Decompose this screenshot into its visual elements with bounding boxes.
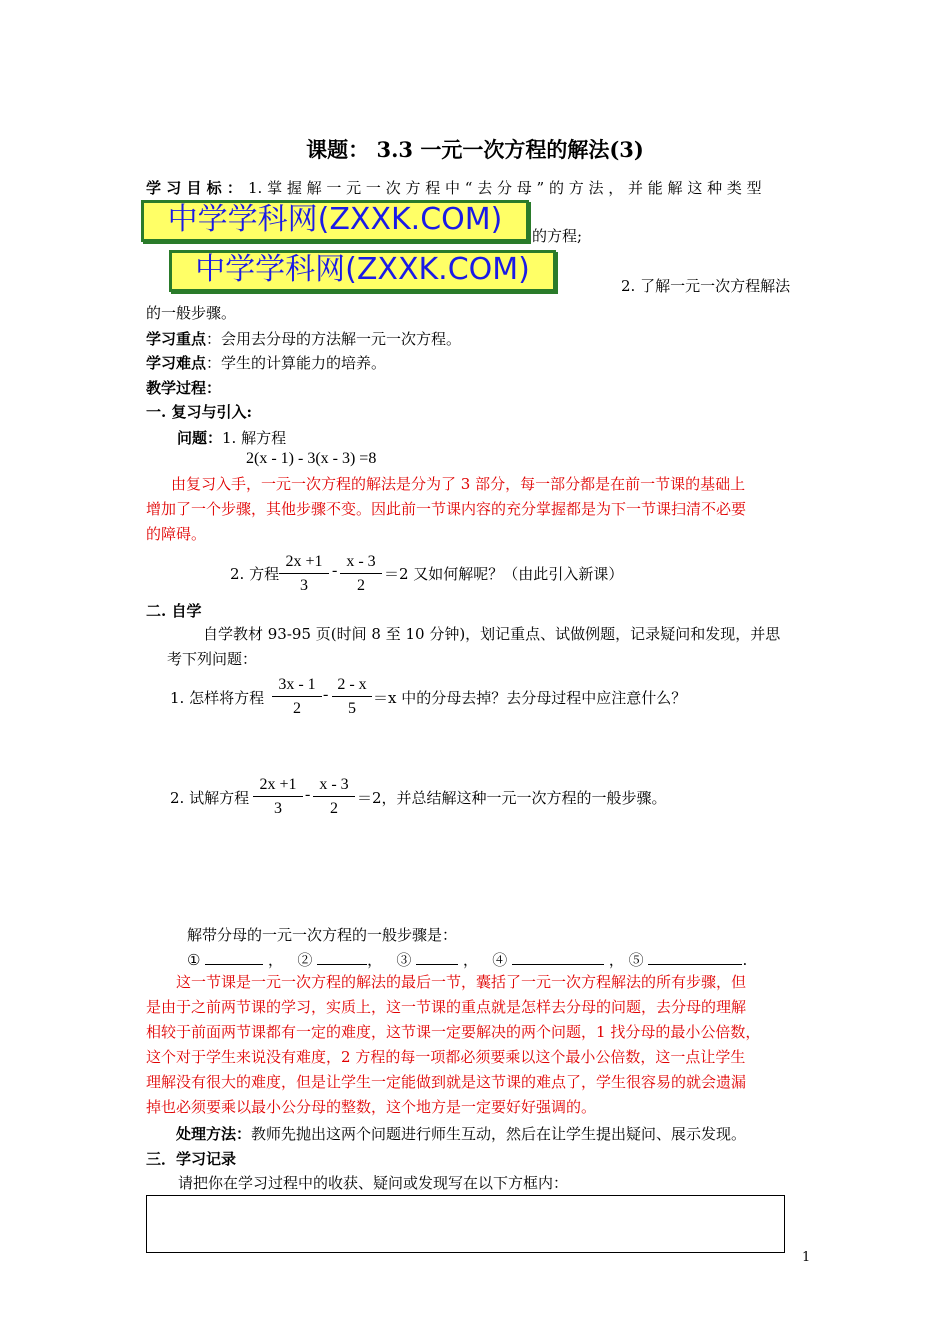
fraction-numerator: 2 - x (337, 676, 367, 693)
difficulty (146, 353, 386, 373)
step-blank[interactable] (416, 949, 458, 965)
key-point-label: 学习重点 (146, 330, 207, 348)
note-line: 是由于之前两节课的学习，实质上，这一节课的重点就是怎样去分母的问题，去分母的理解 (146, 998, 747, 1016)
fraction-denominator: 2 (330, 800, 338, 817)
watermark-logo: 中学学科网(ZXXK.COM) (169, 250, 556, 292)
step-marker: ④ (492, 951, 508, 969)
minus-sign: - (323, 686, 329, 703)
objectives-line1: 1. 掌 握 解 一 元 一 次 方 程 中 “ 去 分 母 ” 的 方 法 ， 并 能 解 这 种 类 型 (248, 179, 762, 197)
fraction-bar (279, 573, 329, 574)
step-marker: ② (297, 951, 313, 969)
question-1-text: 1. 解方程 (222, 429, 287, 447)
note-line: 的障碍。 (146, 525, 207, 543)
fraction-denominator: 3 (274, 800, 282, 817)
process-label: 教学过程： (146, 379, 222, 397)
step-blank[interactable] (205, 949, 263, 965)
teacher-note-1 (146, 472, 816, 547)
watermark-logo: 中学学科网(ZXXK.COM) (141, 200, 529, 242)
note-line: 由复习入手，一元一次方程的解法是分为了 3 部分，每一部分都是在前一节课的基础上 (171, 475, 746, 493)
note-line: 这个对于学生来说没有难度，2 方程的每一项都必须要乘以这个最小公倍数，这一点让学生 (146, 1048, 746, 1066)
note-line: 理解没有很大的难度，但是让学生一定能做到就是这节课的难点了，学生很容易的就会遗漏 (146, 1073, 747, 1091)
note-line: 这一节课是一元一次方程的解法的最后一节，囊括了一元一次方程解法的所有步骤，但 (176, 973, 747, 991)
fraction-numerator: x - 3 (346, 553, 376, 570)
objectives-line3: 2. 了解一元一次方程解法 (621, 277, 791, 295)
fraction-denominator: 2 (293, 700, 301, 717)
objectives-label: 学 习 目 标 ： (146, 179, 242, 197)
fraction-numerator: 3x - 1 (278, 676, 316, 693)
section1-heading: 一. 复习与引入: (146, 403, 252, 421)
question-2-suffix: ＝2 又如何解呢？（由此引入新课） (384, 565, 624, 583)
fraction (313, 775, 355, 819)
fraction (279, 552, 329, 596)
question-1 (177, 428, 286, 448)
teacher-note-2 (146, 970, 816, 1120)
page-number: 1 (802, 1250, 811, 1265)
fraction-numerator: 2x +1 (285, 553, 323, 570)
steps-blanks: ① ， ② ， ③ ， ④ ， ⑤ . (187, 951, 748, 969)
step-blank[interactable] (317, 949, 367, 965)
difficulty-label: 学习难点 (146, 354, 207, 372)
step-marker: ③ (396, 951, 412, 969)
problem-2-suffix: ＝2，并总结解这种一元一次方程的一般步骤。 (357, 789, 667, 807)
fraction-bar (272, 696, 322, 697)
self-study-intro (167, 622, 817, 672)
objectives-line2: 的方程; (532, 227, 583, 245)
key-point-text: ：会用去分母的方法解一元一次方程。 (206, 330, 462, 348)
note-line: 掉也必须要乘以最小公分母的整数，这个地方是一定要好好强调的。 (146, 1098, 597, 1116)
record-instruction: 请把你在学习过程中的收获、疑问或发现写在以下方框内： (178, 1174, 569, 1192)
fraction-numerator: 2x +1 (259, 776, 297, 793)
step-blank[interactable] (512, 949, 604, 965)
method-text: 教师先抛出这两个问题进行师生互动，然后在让学生提出疑问、展示发现。 (251, 1125, 747, 1143)
fraction-numerator: x - 3 (319, 776, 349, 793)
problem-1-prefix: 1. 怎样将方程 (170, 689, 265, 707)
step-blank[interactable] (648, 949, 742, 965)
record-box[interactable] (146, 1195, 785, 1253)
difficulty-text: ：学生的计算能力的培养。 (206, 354, 387, 372)
fraction-denominator: 2 (357, 577, 365, 594)
section2-heading: 二. 自学 (146, 602, 202, 620)
step-marker: ① (187, 951, 201, 969)
problem-1-suffix: ＝x 中的分母去掉？去分母过程中应注意什么？ (373, 689, 687, 707)
key-point (146, 329, 461, 349)
fraction (340, 552, 382, 596)
problem-2-prefix: 2. 试解方程 (170, 789, 250, 807)
intro-line: 自学教材 93-95 页(时间 8 至 10 分钟)，划记重点、试做例题，记录疑问和发现，并思 (203, 625, 781, 643)
question-label: 问题： (177, 429, 223, 447)
fraction-bar (332, 696, 372, 697)
minus-sign: - (305, 786, 311, 803)
equation-1: 2(x - 1) - 3(x - 3) =8 (246, 450, 377, 467)
fraction (272, 675, 322, 719)
fraction-bar (253, 796, 303, 797)
note-line: 增加了一个步骤，其他步骤不变。因此前一节课内容的充分掌握都是为下一节课扫清不必要 (146, 500, 747, 518)
fraction-bar (340, 573, 382, 574)
intro-line: 考下列问题： (167, 650, 258, 668)
page-title: 课题： 3.3 一元一次方程的解法(3) (306, 137, 644, 162)
fraction-bar (313, 796, 355, 797)
fraction (332, 675, 372, 719)
objectives-line4: 的一般步骤。 (146, 304, 237, 322)
section3-heading: 三．学习记录 (146, 1150, 237, 1168)
step-marker: ⑤ (628, 951, 644, 969)
fraction (253, 775, 303, 819)
fraction-denominator: 5 (348, 700, 356, 717)
handling-method (176, 1124, 746, 1144)
note-line: 相较于前面两节课都有一定的难度，这节课一定要解决的两个问题，1 找分母的最小公倍数， (146, 1023, 761, 1041)
steps-title: 解带分母的一元一次方程的一般步骤是： (187, 926, 458, 944)
method-label: 处理方法： (176, 1125, 252, 1143)
fraction-denominator: 3 (300, 577, 308, 594)
minus-sign: - (332, 562, 338, 579)
question-2-prefix: 2. 方程 (230, 565, 280, 583)
